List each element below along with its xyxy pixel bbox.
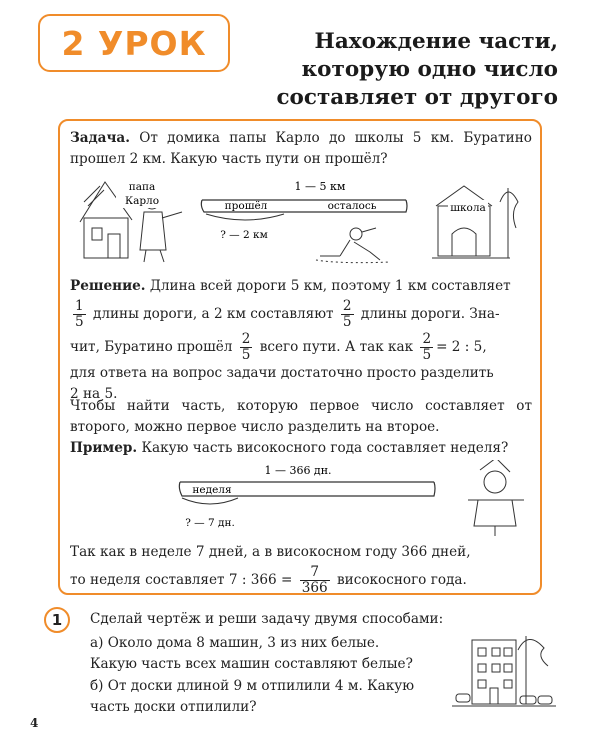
solution-text: длины дороги. Зна- xyxy=(360,306,500,322)
conclusion-text: високосного года. xyxy=(337,572,467,588)
year-diagram xyxy=(70,460,532,536)
solution-line xyxy=(70,299,532,330)
exercise-part-a xyxy=(90,633,450,675)
page-title xyxy=(258,28,558,112)
fraction: $\frac{1}{5}$ xyxy=(75,298,84,330)
fraction: $\frac{2}{5}$ xyxy=(422,331,432,363)
fraction: $\frac{7}{366}$ xyxy=(301,564,328,596)
exercise-line: б) От доски длиной 9 м отпилили 4 м. Какую xyxy=(90,678,415,694)
scarecrow-illustration xyxy=(468,460,524,536)
solution-text: длины дороги, а 2 км составляют xyxy=(92,306,334,322)
solution-line xyxy=(70,332,532,363)
exercise-number: 1 xyxy=(44,607,70,633)
year-length-label: 1 — 366 дн. xyxy=(264,464,332,477)
fraction: $\frac{2}{5}$ xyxy=(342,298,352,330)
passed-brace xyxy=(206,214,284,220)
week-brace xyxy=(182,498,238,504)
title-line: которую одно число xyxy=(301,57,558,82)
conclusion-line: Так как в неделе 7 дней, а в високосном году 366 дней, xyxy=(70,544,471,560)
title-line: составляет от другого xyxy=(276,85,558,110)
buratino-figure xyxy=(316,228,390,263)
solution-line xyxy=(70,276,532,297)
exercise-line: Какую часть всех машин составляют белые? xyxy=(90,656,413,672)
conclusion-line xyxy=(70,565,532,596)
conclusion-paragraph xyxy=(70,542,532,596)
house-sign-line1: папа xyxy=(128,181,156,193)
solution-text: чит, Буратино прошёл xyxy=(70,339,233,355)
remaining-label: осталось xyxy=(327,200,377,212)
school-sign: школа xyxy=(450,202,486,214)
school-illustration xyxy=(432,186,518,258)
solution-text: = 2 : 5, xyxy=(436,339,487,355)
conclusion-text: то неделя составляет 7 : 366 = xyxy=(70,572,293,588)
week-segment-label: неделя xyxy=(192,484,232,496)
example-label: Пример. xyxy=(70,440,138,456)
page-number: 4 xyxy=(30,716,39,730)
rule-paragraph: Чтобы найти часть, которую первое число составляет от второго, можно первое число разделить на второе. xyxy=(70,398,532,435)
solution-text: Длина всей дороги 5 км, поэтому 1 км составляет xyxy=(145,278,511,294)
example-paragraph xyxy=(70,438,532,459)
fraction: $\frac{2}{5}$ xyxy=(241,331,251,363)
house-sign-line2: Карло xyxy=(124,195,160,207)
exercise-part-b xyxy=(90,676,450,718)
road-diagram xyxy=(70,172,532,268)
solution-text: всего пути. А так как xyxy=(259,339,414,355)
passed-label: прошёл xyxy=(224,200,268,212)
example-text: Какую часть високосного года составляет неделя? xyxy=(137,440,509,456)
task-text: От домика папы Карло до школы 5 км. Буратино прошел 2 км. Какую часть пути он прошёл? xyxy=(70,130,532,167)
title-line: Нахождение части, xyxy=(314,29,558,54)
total-distance-label: 1 — 5 км xyxy=(294,180,346,193)
week-length-label: ? — 7 дн. xyxy=(185,517,235,529)
solution-line: для ответа на вопрос задачи достаточно просто разделить xyxy=(70,365,494,381)
exercise-line: часть доски отпилили? xyxy=(90,699,257,715)
solution-paragraph xyxy=(70,276,532,405)
solution-label: Решение. xyxy=(70,278,146,294)
passed-distance-label: ? — 2 км xyxy=(220,229,268,241)
exercise-instruction: Сделай чертёж и реши задачу двумя способами: xyxy=(90,611,444,627)
building-illustration xyxy=(452,630,556,710)
task-label: Задача. xyxy=(70,130,130,146)
solution-line: 2 на 5. xyxy=(70,386,118,402)
lesson-badge: 2 УРОК xyxy=(38,14,230,72)
exercise-line: а) Около дома 8 машин, 3 из них белые. xyxy=(90,635,380,651)
task-paragraph xyxy=(70,128,532,170)
